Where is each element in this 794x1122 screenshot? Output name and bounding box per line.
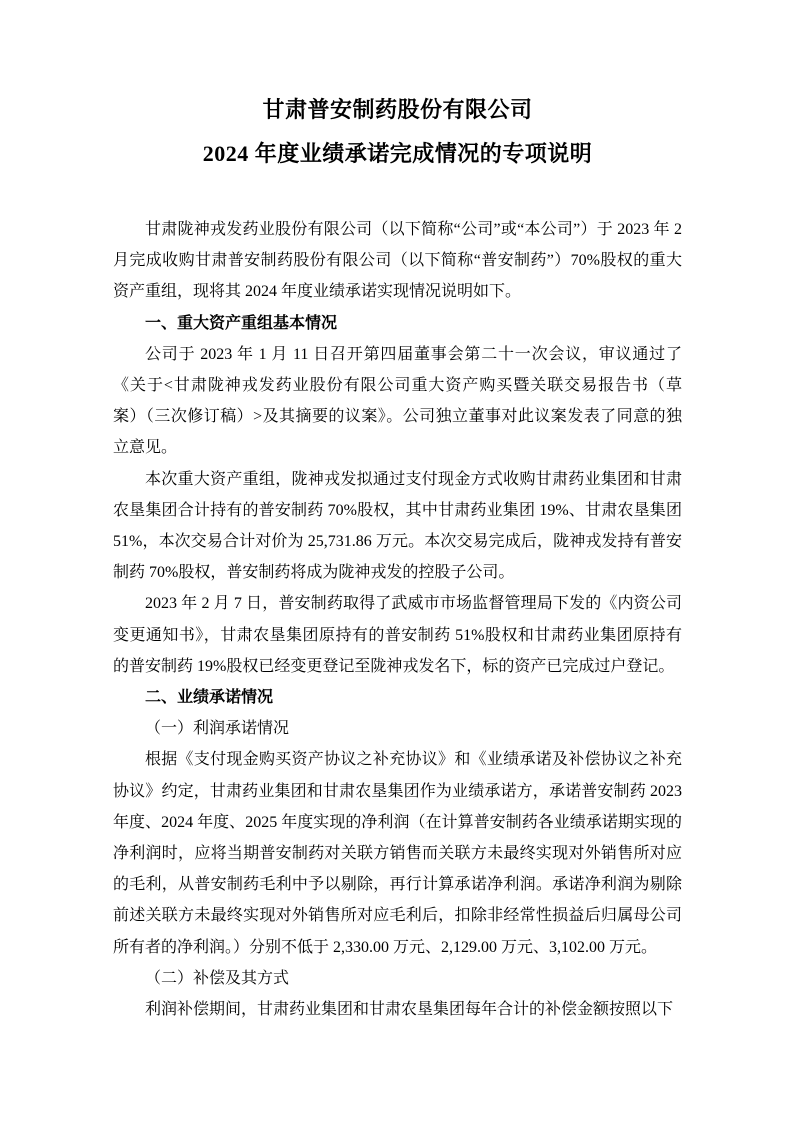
- paragraph-acquisition-consideration: 本次重大资产重组，陇神戎发拟通过支付现金方式收购甘肃药业集团和甘肃农垦集团合计持有的普安制药 70%股权，其中甘肃药业集团 19%、甘肃农垦集团 51%，本次交易合计对价为 25,731.86 万元。本次交易完成后，陇神戎发持有普安制药 70%股权，普安制药将成为陇神戎发的控股子公司。: [113, 470, 682, 582]
- heading-section-1-major-asset-restructuring: 一、重大资产重组基本情况: [145, 314, 338, 332]
- paragraph-equity-transfer-registration: 2023 年 2 月 7 日，普安制药取得了武威市市场监督管理局下发的《内资公司变更通知书》，甘肃农垦集团原持有的普安制药 51%股权和甘肃药业集团原持有的普安制药 19%股权已经变更登记至陇神戎发名下，标的资产已完成过户登记。: [113, 595, 682, 675]
- paragraph-board-meeting-approval: 公司于 2023 年 1 月 11 日召开第四届董事会第二十一次会议，审议通过了《关于<甘肃陇神戎发药业股份有限公司重大资产购买暨关联交易报告书（草案）（三次修订稿）>及其摘要的议案》。公司独立董事对此议案发表了同意的独立意见。: [113, 345, 682, 457]
- paragraph-intro-restructuring: 甘肃陇神戎发药业股份有限公司（以下简称“公司”或“本公司”）于 2023 年 2 月完成收购甘肃普安制药股份有限公司（以下简称“普安制药”）70%股权的重大资产重组，现将其 2024 年度业绩承诺实现情况说明如下。: [113, 221, 682, 301]
- document-content: [113, 88, 682, 1025]
- document-title-line-1: 甘肃普安制药股份有限公司: [262, 97, 533, 122]
- document-title-line-2: 2024 年度业绩承诺完成情况的专项说明: [202, 141, 593, 166]
- document-body: [113, 214, 682, 1025]
- paragraph-profit-commitment-details: 根据《支付现金购买资产协议之补充协议》和《业绩承诺及补偿协议之补充协议》约定，甘肃药业集团和甘肃农垦集团作为业绩承诺方，承诺普安制药 2023 年度、2024 年度、2025 年度实现的净利润（在计算普安制药各业绩承诺期实现的净利润时，应将当期普安制药对关联方销售而关联方未最终实现对外销售所对应的毛利，从普安制药毛利中予以剔除，再行计算承诺净利润。承诺净利润为剔除前述关联方未最终实现对外销售所对应毛利后，扣除非经常性损益后归属母公司所有者的净利润。）分别不低于 2,330.00 万元、2,129.00 万元、3,102.00 万元。: [113, 751, 682, 956]
- subheading-compensation-method: （二）补偿及其方式: [145, 969, 290, 987]
- subheading-profit-commitment: （一）利润承诺情况: [145, 720, 290, 738]
- heading-section-2-performance-commitment: 二、业绩承诺情况: [145, 689, 274, 707]
- paragraph-compensation-intro: 利润补偿期间，甘肃药业集团和甘肃农垦集团每年合计的补偿金额按照以下: [145, 1001, 674, 1019]
